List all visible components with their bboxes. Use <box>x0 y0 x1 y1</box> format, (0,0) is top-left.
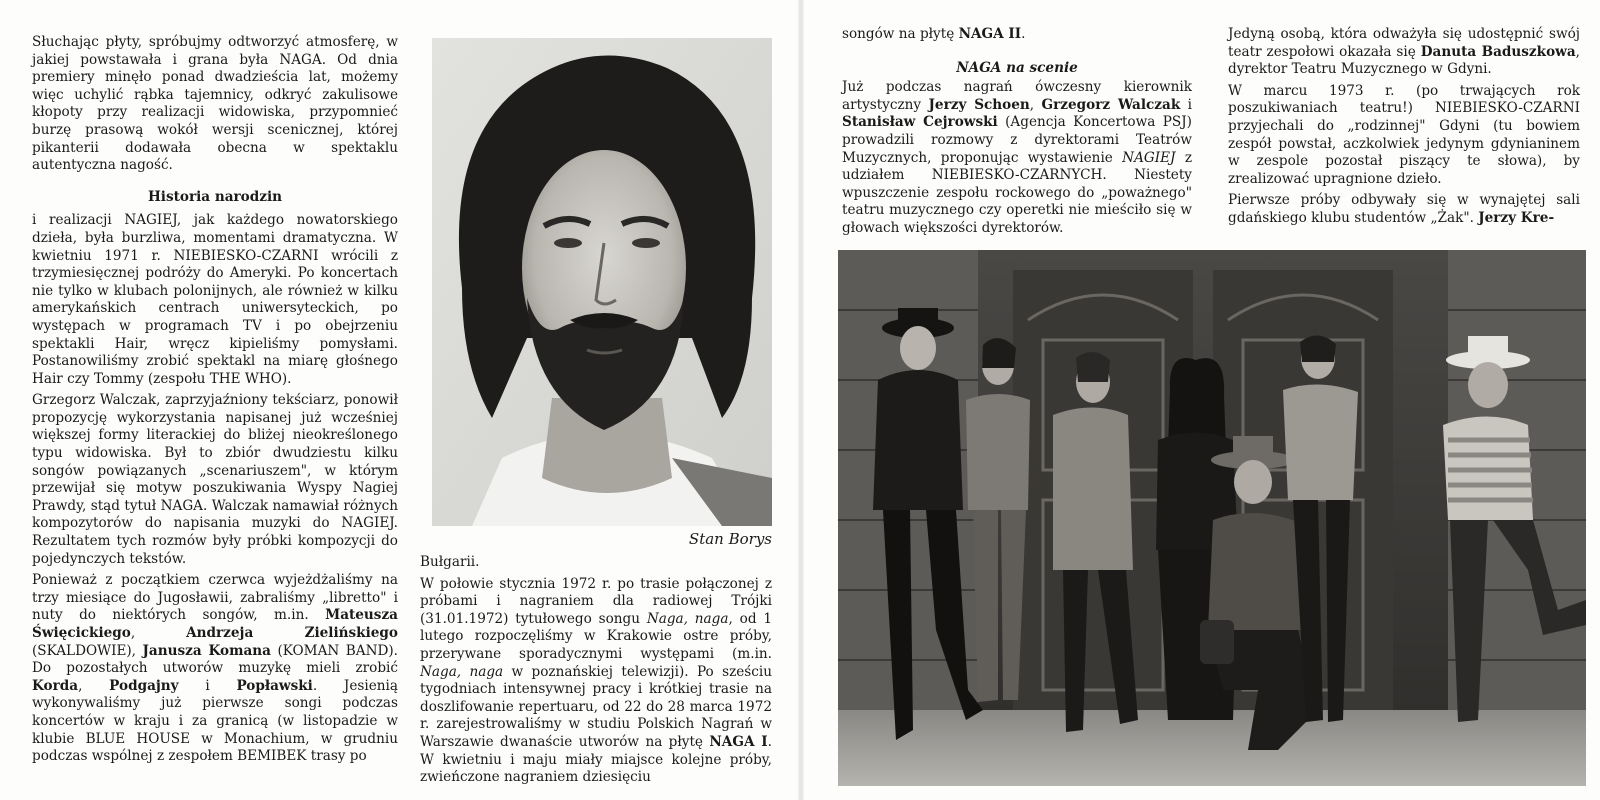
portrait-photo <box>432 38 772 526</box>
name-bold: Korda <box>32 677 79 694</box>
paragraph-bulgarii: Bułgarii. <box>420 554 480 570</box>
paragraph-marzec: W marcu 1973 r. (po trwających rok poszukiwaniach teatru!) NIEBIESKO-CZARNI przyjechali do „rodzinnej" Gdyni (tu bowiem zespół powstał, aczkolwiek jedynym gdynianinem w zespole pozostał piszący te słowa), by zrealizować upragnione dzieło. <box>1228 82 1580 187</box>
photo-caption: Stan Borys <box>688 530 772 548</box>
text-column-2 <box>420 554 772 791</box>
paragraph-historia-2: Grzegorz Walczak, zaprzyjaźniony tekściarz, ponowił propozycję wykorzystania napisanej już wcześniej większej formy literackiej do bliżej nieokreślonego typu widowiska. Był to zbiór dwudziestu kilku songów powiązanych „scenariuszem", w którym przewijał się motyw poszukiwania Wyspy Nagiej Prawdy, stąd tytuł NAGA. Walczak namawiał różnych kompozytorów do napisania muzyki do NAGIEJ. Rezultatem tych rozmów były próbki kompozycji do pojedynczych tekstów. <box>32 392 398 567</box>
paragraph-naga-ii: songów na płytę NAGA II. <box>842 26 1026 42</box>
name-bold: Jerzy Schoen <box>928 96 1030 113</box>
name-bold: Janusza Komana <box>142 642 271 659</box>
name-bold: Mateusza Święcickiego <box>32 607 398 641</box>
name-bold: Jerzy Kre- <box>1478 209 1555 226</box>
paragraph-historia-3: Ponieważ z początkiem czerwca wyjeżdżaliśmy na trzy miesiące do Jugosławii, zabraliśmy „libretto" i nuty do niektórych songów, m.in. Mateusza Święcickiego, Andrzeja Zielińskiego (SKALDOWIE), Janusza Komana (KOMAN BAND). Do pozostałych utworów muzykę mieli zrobić Korda, Podgajny i Popławski. Jesienią wykonywaliśmy już pierwsze songi podczas koncertów w kraju i za granicą (w listopadzie w klubie BLUE HOUSE w Monachium, w grudniu podczas wspólnej z zespołem BEMIBEK trasy po <box>32 572 398 765</box>
section-title-scena: NAGA na scenie <box>956 59 1078 76</box>
name-bold: Andrzeja Zielińskiego <box>186 625 398 641</box>
album-title: NAGA II <box>958 26 1022 42</box>
band-photo <box>838 250 1586 786</box>
paragraph-proby: Pierwsze próby odbywały się w wynajętej sali gdańskiego klubu studentów „Żak". Jerzy Kre- <box>1228 192 1580 226</box>
paragraph-baduszkowa: Jedyną osobą, która odważyła się udostępnić swój teatr zespołowi okazała się Danuta Baduszkowa, dyrektor Teatru Muzycznego w Gdyni. <box>1228 26 1580 78</box>
name-bold: Stanisław Cejrowski <box>842 114 998 131</box>
name-bold: Popławski <box>236 677 313 694</box>
paragraph-stycznia: W połowie stycznia 1972 r. po trasie połączonej z próbami i nagraniem dla radiowej Trójki (31.01.1972) tytułowego songu Naga, naga, od 1 lutego rozpoczęliśmy w Krakowie ostre próby, przerywane sporadycznymi występami (m.in. Naga, naga w poznańskiej telewizji). Po sześciu tygodniach intensywnej pracy i krótkiej trasie na doszlifowanie repertuaru, od 22 do 28 marca 1972 r. zarejestrowaliśmy w studiu Polskich Nagrań w Warszawie dwanaście utworów na płytę NAGA I. W kwietniu i maju miały miajsce kolejne próby, zwieńczone nagraniem dziesięciu <box>420 575 773 786</box>
name-bold: Danuta Baduszkowa <box>1420 43 1576 60</box>
section-title-historia: Historia narodzin <box>147 188 283 205</box>
intro-paragraph: Słuchając płyty, spróbujmy odtworzyć atmosferę, w jakiej powstawała i grana była NAGA. Od dnia premiery minęło ponad dwadzieścia lat, możemy więc uchylić rąbka tajemnicy, odkryć zakulisowe kłopoty przy realizacji widowiska, przypomnieć burzę prasową wokół wersji scenicznej, której pikanterii dodawała obecna w spektaklu autentyczna nagość. <box>32 34 398 174</box>
name-bold: Podgajny <box>109 677 179 694</box>
text-column-4 <box>1228 26 1580 232</box>
page-fold <box>798 0 804 800</box>
text-column-1 <box>32 34 398 770</box>
text-column-3 <box>842 26 1192 242</box>
paragraph-scena: Już podczas nagrań ówczesny kierownik artystyczny Jerzy Schoen, Grzegorz Walczak i Stanisław Cejrowski (Agencja Koncertowa PSJ) prowadzili rozmowy z dyrektorami Teatrów Muzycznych, proponując wystawienie NAGIEJ z udziałem NIEBIESKO-CZARNYCH. Niestety wpuszczenie zespołu rockowego do „poważnego" teatru muzycznego czy operetki nie mieściło się w głowach większości dyrektorów. <box>842 79 1192 236</box>
album-title: NAGA I <box>709 733 768 750</box>
paragraph-historia-1: i realizacji NAGIEJ, jak każdego nowatorskiego dzieła, była burzliwa, momentami dramatyczna. W kwietniu 1971 r. NIEBIESKO-CZARNI wrócili z trzymiesięcznej podróży do Ameryki. Po koncertach nie tylko w klubach polonijnych, ale również w kilku amerykańskich centrach uniwersyteckich, po występach w programach TV i po obejrzeniu spektakli Hair, wręcz kipieliśmy pomysłami. Postanowiliśmy zrobić spektakl na miarę głośnego Hair czy Tommy (zespołu THE WHO). <box>32 212 398 387</box>
name-bold: Grzegorz Walczak <box>1041 96 1181 113</box>
